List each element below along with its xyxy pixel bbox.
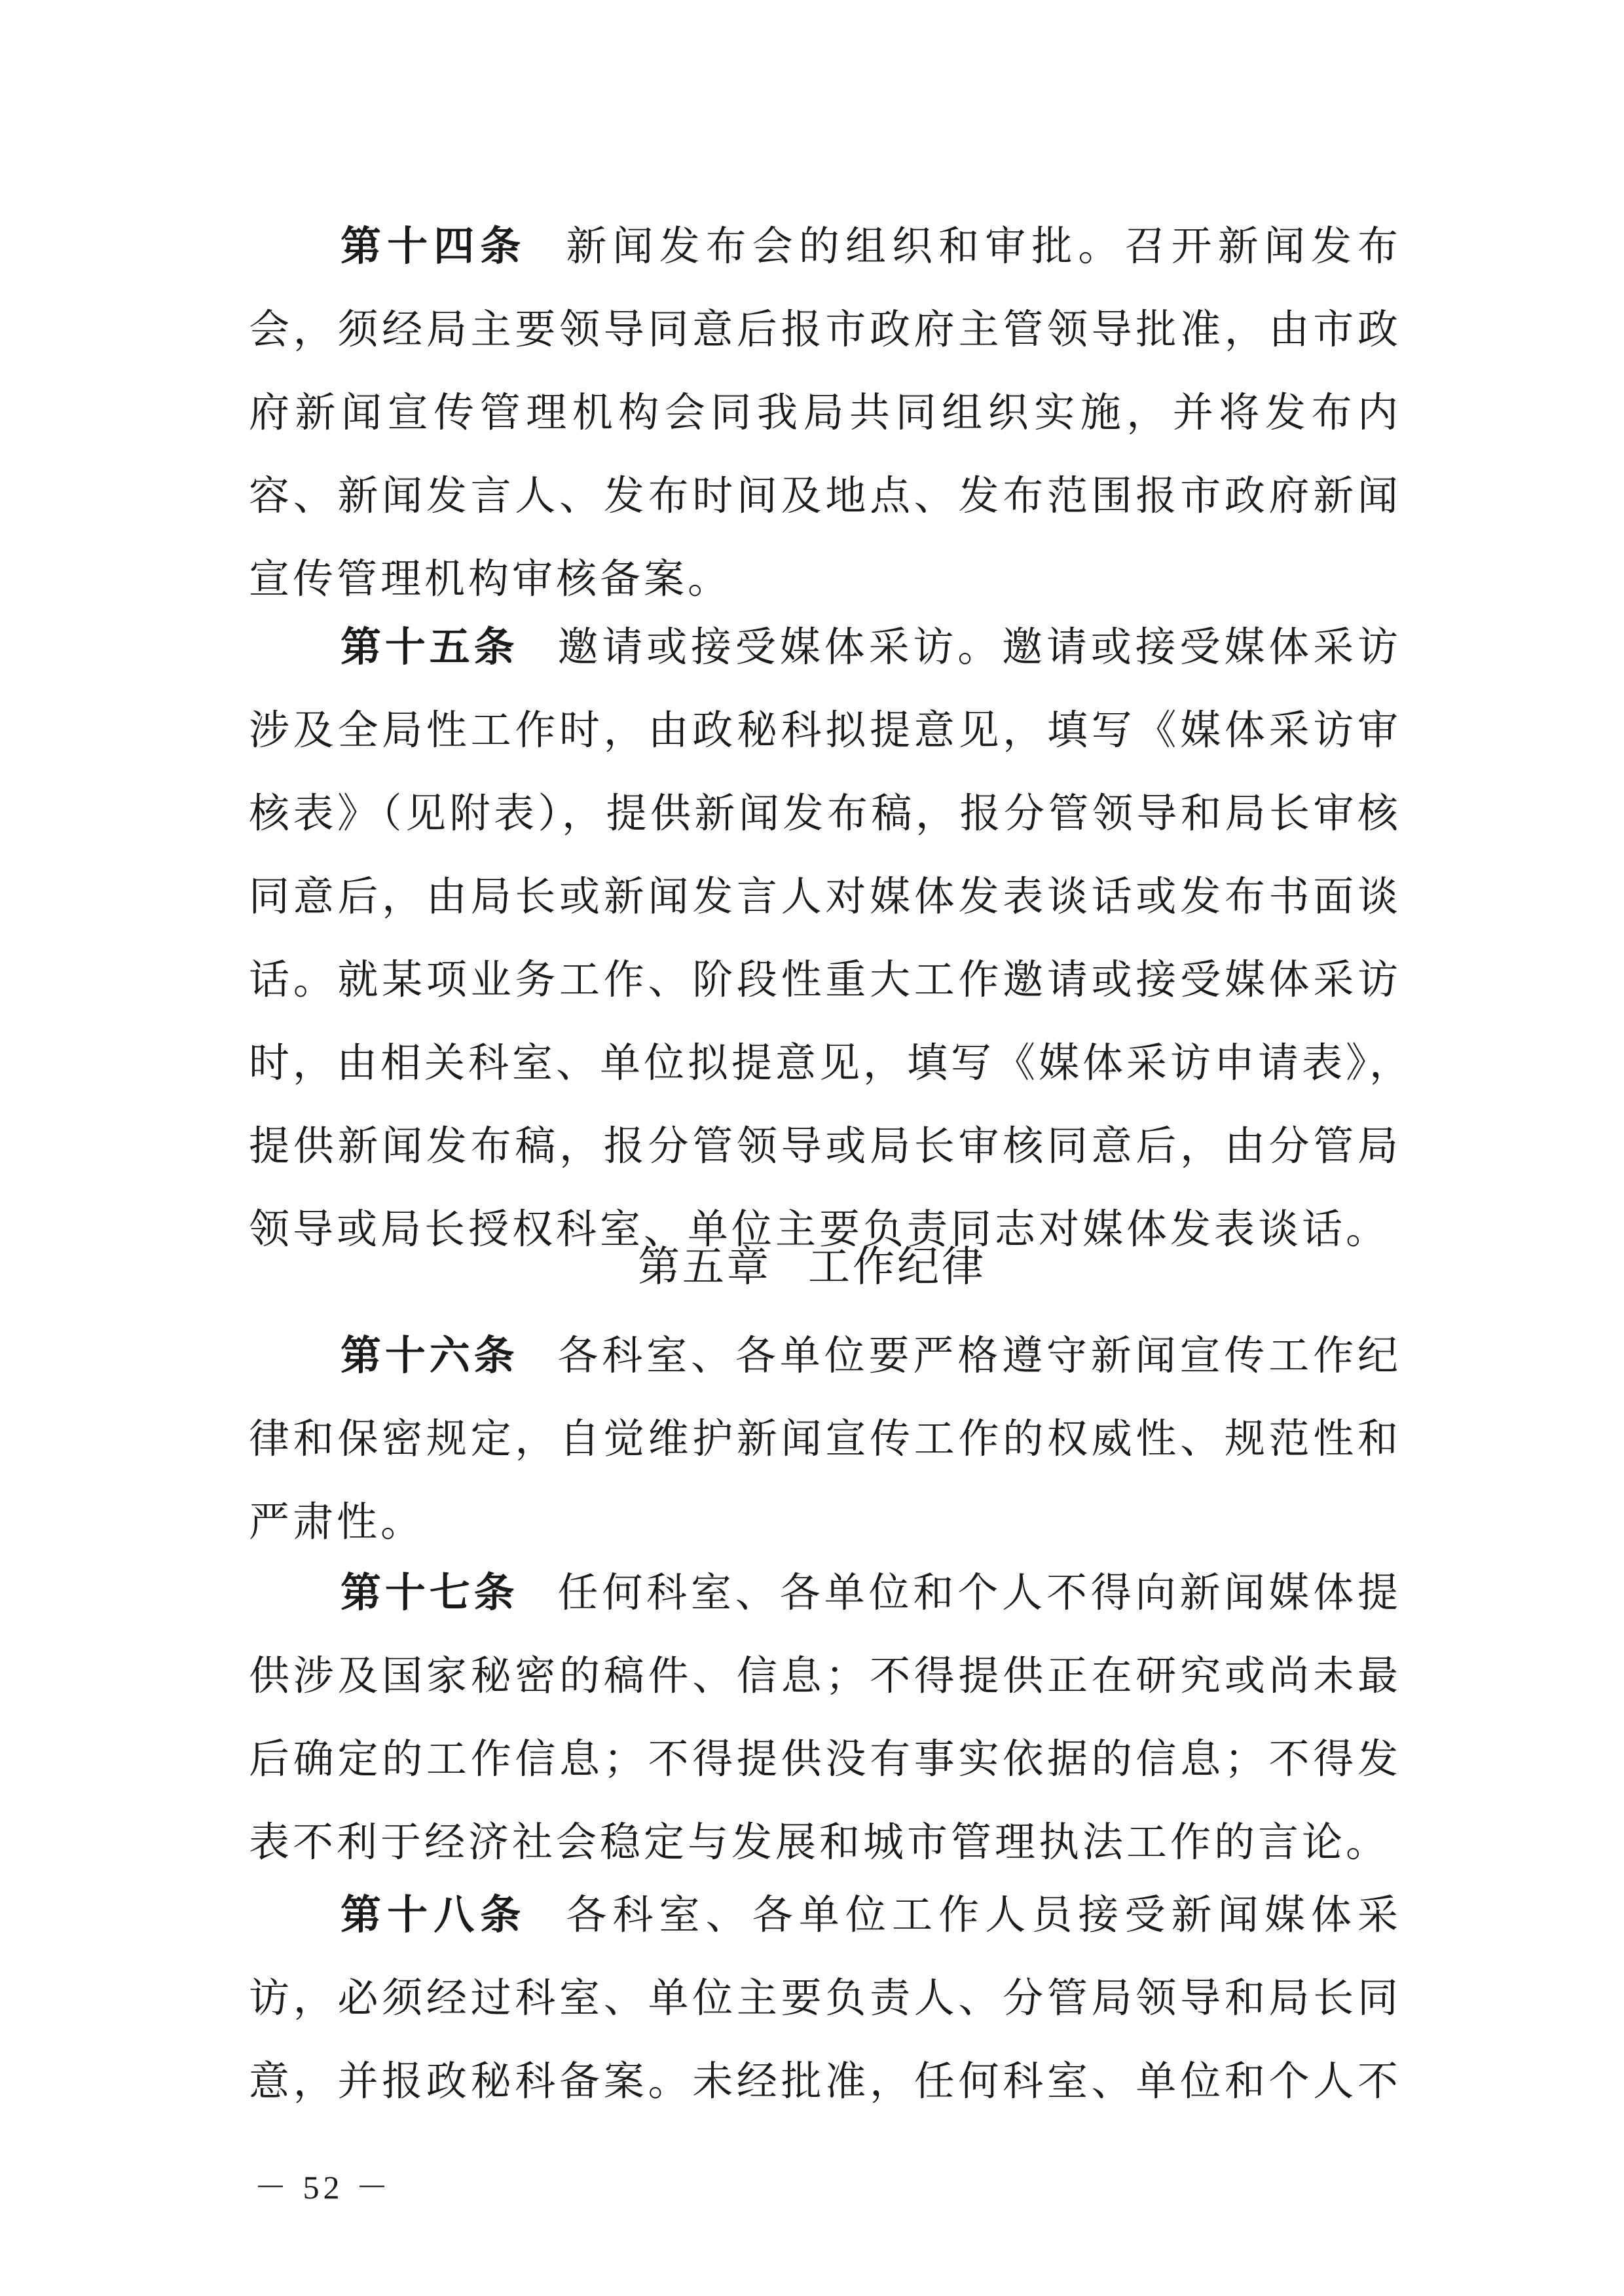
article-line: 提供新闻发布稿，报分管领导或局长审核同意后，由分管局	[249, 1122, 1401, 1170]
line-text: 各科室、各单位要严格遵守新闻宣传工作纪	[557, 1331, 1401, 1379]
article-line: 领导或局长授权科室、单位主要负责同志对媒体发表谈话。	[249, 1205, 1390, 1253]
chapter-heading	[0, 1226, 1624, 1309]
article-line: 后确定的工作信息；不得提供没有事实依据的信息；不得发	[249, 1735, 1401, 1783]
chapter-title: 工作纪律	[808, 1243, 986, 1291]
line-text: 邀请或接受媒体采访。邀请或接受媒体采访	[557, 623, 1401, 671]
article-label: 第十七条	[341, 1568, 519, 1616]
article-line: 表不利于经济社会稳定与发展和城市管理执法工作的言论。	[249, 1818, 1390, 1866]
article-line: 访，必须经过科室、单位主要负责人、分管局领导和局长同	[249, 1974, 1401, 2022]
article-line: 律和保密规定，自觉维护新闻宣传工作的权威性、规范性和	[249, 1415, 1401, 1462]
article-label: 第十五条	[341, 623, 519, 671]
chapter-number: 第五章	[638, 1243, 771, 1291]
article-first-line	[249, 1873, 1401, 1956]
article-first-line	[249, 1551, 1401, 1634]
article-14	[249, 204, 1401, 620]
article-line: 会，须经局主要领导同意后报市政府主管领导批准，由市政	[249, 305, 1401, 353]
article-18	[249, 1873, 1401, 2122]
article-line: 宣传管理机构审核备案。	[249, 555, 732, 602]
article-line: 话。就某项业务工作、阶段性重大工作邀请或接受媒体采访	[249, 955, 1401, 1003]
article-line: 容、新闻发言人、发布时间及地点、发布范围报市政府新闻	[249, 472, 1401, 519]
line-text: 各科室、各单位工作人员接受新闻媒体采	[566, 1891, 1401, 1938]
article-line: 府新闻宣传管理机构会同我局共同组织实施，并将发布内	[249, 388, 1401, 436]
line-text: 任何科室、各单位和个人不得向新闻媒体提	[557, 1568, 1401, 1616]
article-line: 核表》（见附表），提供新闻发布稿，报分管领导和局长审核	[249, 789, 1401, 837]
article-label: 第十八条	[341, 1891, 527, 1938]
line-text: 新闻发布会的组织和审批。召开新闻发布	[566, 222, 1401, 270]
article-17	[249, 1551, 1401, 1883]
article-line: 意，并报政秘科备案。未经批准，任何科室、单位和个人不	[249, 2057, 1401, 2105]
article-15	[249, 605, 1414, 1270]
article-line: 供涉及国家秘密的稿件、信息；不得提供正在研究或尚未最	[249, 1652, 1401, 1699]
article-label: 第十六条	[341, 1331, 519, 1379]
article-line: 严肃性。	[249, 1498, 425, 1546]
article-16	[249, 1314, 1401, 1563]
article-line: 同意后，由局长或新闻发言人对媒体发表谈话或发布书面谈	[249, 872, 1401, 920]
article-line: 时，由相关科室、单位拟提意见，填写《媒体采访申请表》，	[249, 1039, 1414, 1086]
article-first-line	[249, 1314, 1401, 1397]
article-first-line	[249, 605, 1401, 688]
article-first-line	[249, 204, 1401, 287]
article-label: 第十四条	[341, 222, 527, 270]
page-number: － 52 －	[254, 2169, 392, 2206]
article-line: 涉及全局性工作时，由政秘科拟提意见，填写《媒体采访审	[249, 706, 1401, 754]
